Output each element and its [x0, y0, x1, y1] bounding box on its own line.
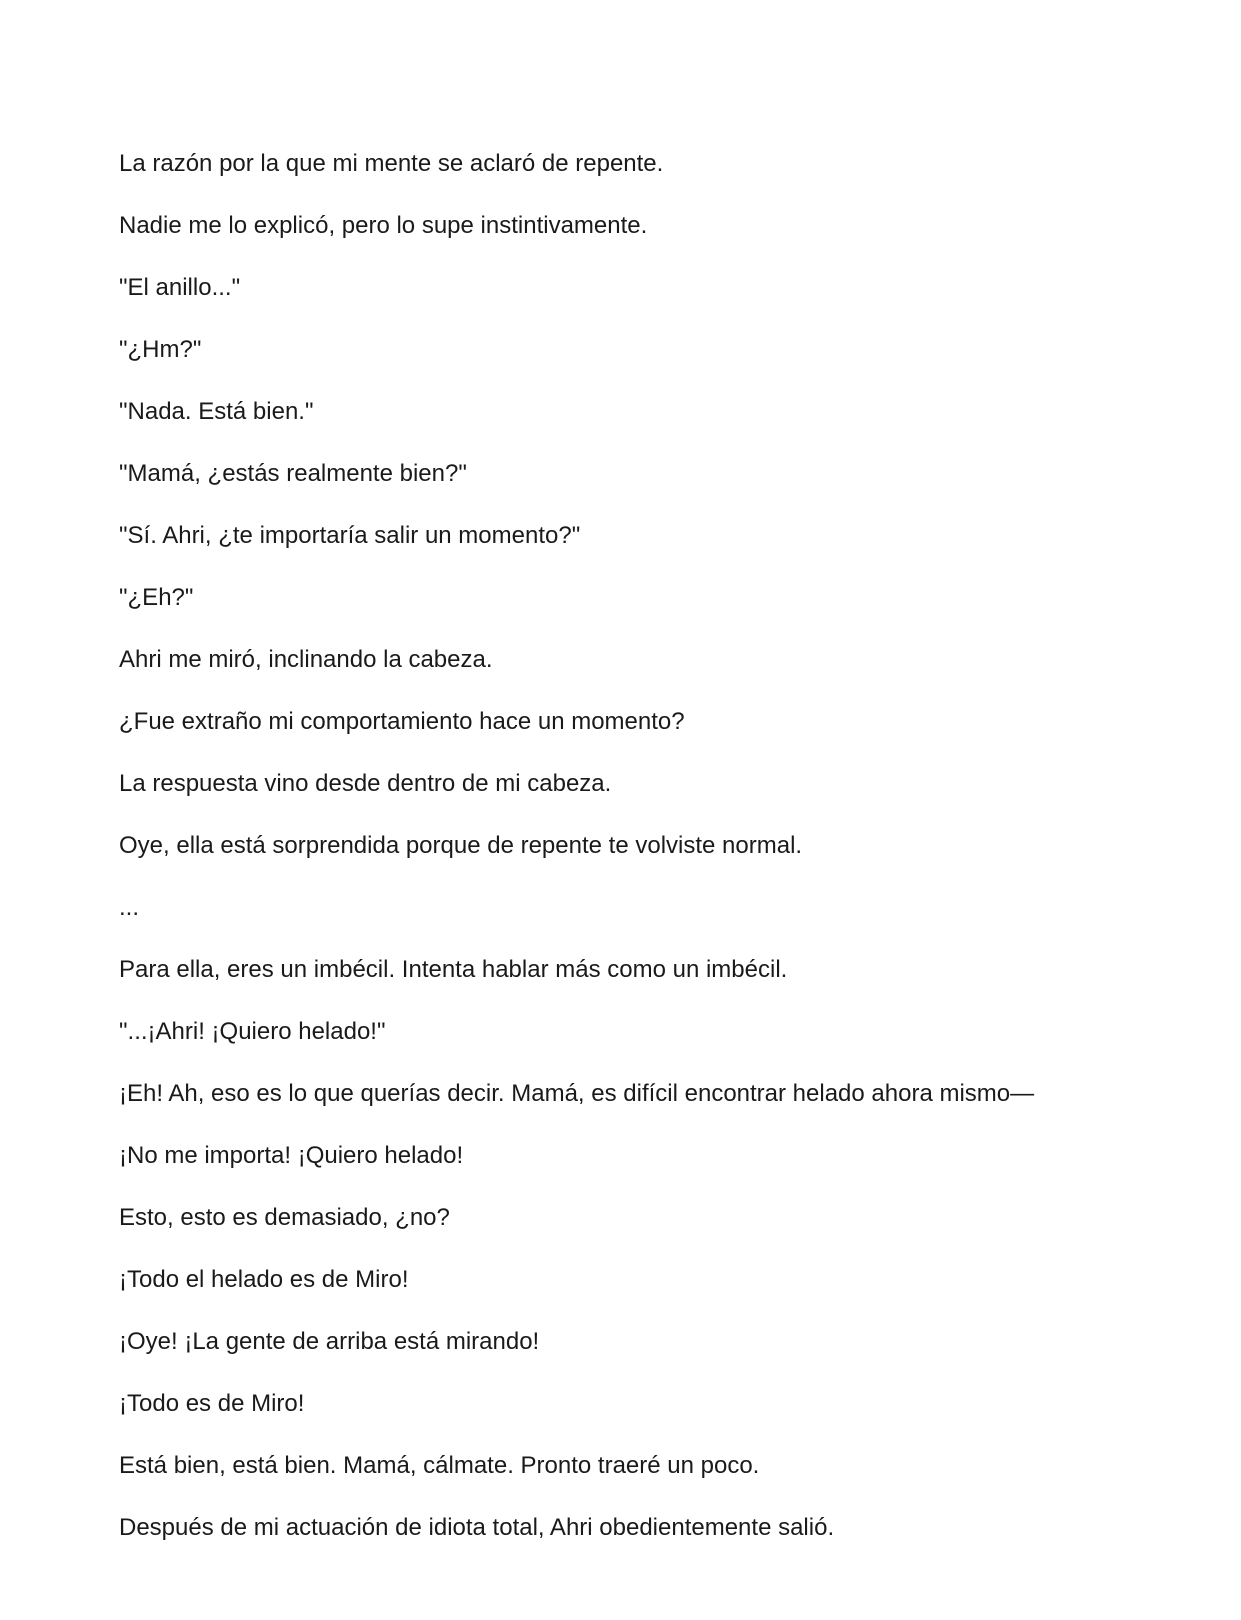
paragraph: ...	[119, 894, 140, 921]
paragraph: La respuesta vino desde dentro de mi cabeza.	[119, 770, 612, 797]
paragraph: Para ella, eres un imbécil. Intenta hablar más como un imbécil.	[119, 956, 788, 983]
paragraph: ¡Oye! ¡La gente de arriba está mirando!	[119, 1328, 540, 1355]
paragraph: "Mamá, ¿estás realmente bien?"	[119, 460, 467, 487]
paragraph: "El anillo..."	[119, 274, 241, 301]
paragraph: ¿Fue extraño mi comportamiento hace un momento?	[119, 708, 685, 735]
paragraph: "Sí. Ahri, ¿te importaría salir un momento?"	[119, 522, 581, 549]
paragraph: ¡Eh! Ah, eso es lo que querías decir. Mamá, es difícil encontrar helado ahora mismo—	[119, 1080, 1035, 1107]
paragraph: "Nada. Está bien."	[119, 398, 314, 425]
paragraph: "...¡Ahri! ¡Quiero helado!"	[119, 1018, 386, 1045]
paragraph: "¿Eh?"	[119, 584, 194, 611]
paragraph: ¡Todo es de Miro!	[119, 1390, 305, 1417]
paragraph: Después de mi actuación de idiota total, Ahri obedientemente salió.	[119, 1514, 835, 1541]
paragraph: La razón por la que mi mente se aclaró de repente.	[119, 150, 664, 177]
paragraph: ¡Todo el helado es de Miro!	[119, 1266, 409, 1293]
paragraph: Está bien, está bien. Mamá, cálmate. Pronto traeré un poco.	[119, 1452, 760, 1479]
paragraph: Ahri me miró, inclinando la cabeza.	[119, 646, 493, 673]
paragraph: ¡No me importa! ¡Quiero helado!	[119, 1142, 464, 1169]
paragraph: Oye, ella está sorprendida porque de repente te volviste normal.	[119, 832, 803, 859]
paragraph: "¿Hm?"	[119, 336, 202, 363]
paragraph: Nadie me lo explicó, pero lo supe instintivamente.	[119, 212, 648, 239]
paragraph: Esto, esto es demasiado, ¿no?	[119, 1204, 450, 1231]
document-body	[119, 148, 1079, 1574]
